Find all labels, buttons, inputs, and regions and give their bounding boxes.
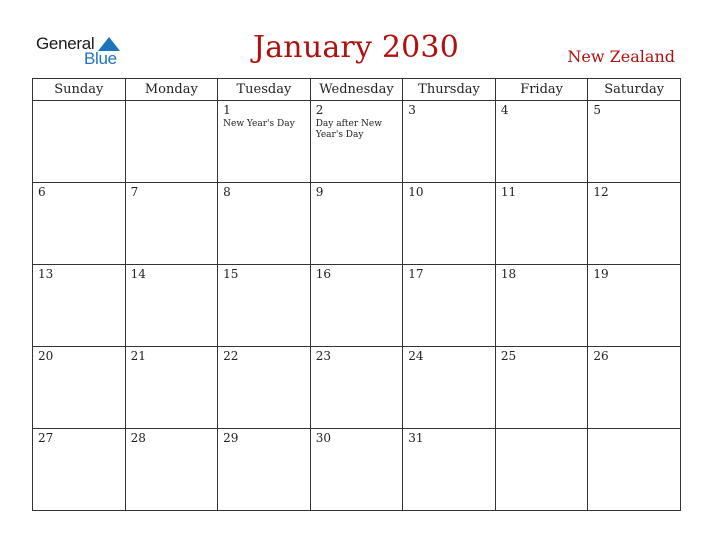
day-cell xyxy=(125,429,218,511)
weekday-header: Friday xyxy=(495,79,588,101)
holiday-label: New Year's Day xyxy=(223,119,295,129)
day-cell xyxy=(495,101,588,183)
day-cell xyxy=(588,101,681,183)
day-cell xyxy=(588,347,681,429)
week-row xyxy=(33,347,681,429)
weekday-header: Tuesday xyxy=(218,79,311,101)
day-cell xyxy=(310,265,403,347)
week-row xyxy=(33,265,681,347)
day-cell xyxy=(310,183,403,265)
day-number: 17 xyxy=(408,267,424,281)
day-cell xyxy=(403,429,496,511)
day-number: 21 xyxy=(130,349,146,363)
day-cell xyxy=(588,429,681,511)
day-number: 20 xyxy=(38,349,54,363)
weekday-header: Wednesday xyxy=(310,79,403,101)
day-number: 14 xyxy=(130,267,146,281)
day-number: 8 xyxy=(223,185,231,199)
day-cell xyxy=(218,429,311,511)
day-cell xyxy=(495,265,588,347)
day-number: 19 xyxy=(593,267,609,281)
day-number: 22 xyxy=(223,349,239,363)
day-number: 16 xyxy=(315,267,331,281)
day-number: 26 xyxy=(593,349,609,363)
day-number: 18 xyxy=(500,267,517,281)
day-cell xyxy=(125,183,218,265)
day-cell xyxy=(218,265,311,347)
day-cell xyxy=(218,101,311,183)
day-number: 5 xyxy=(593,103,602,117)
day-number: 6 xyxy=(38,185,46,199)
page-title: January 2030 xyxy=(252,30,459,65)
holiday-label: Day after New Year's Day xyxy=(315,119,382,140)
day-cell xyxy=(310,429,403,511)
country-label: New Zealand xyxy=(567,47,675,66)
day-cell xyxy=(403,183,496,265)
brand-word-general: General xyxy=(36,34,95,53)
weekday-header: Sunday xyxy=(33,79,126,101)
weekday-header: Saturday xyxy=(588,79,681,101)
day-number: 23 xyxy=(315,349,331,363)
day-cell xyxy=(218,347,311,429)
day-number: 2 xyxy=(315,103,324,117)
day-number: 25 xyxy=(500,349,517,363)
day-cell xyxy=(403,101,496,183)
day-cell xyxy=(33,429,126,511)
week-row xyxy=(33,429,681,511)
day-cell xyxy=(495,183,588,265)
calendar-grid xyxy=(32,78,681,511)
day-cell xyxy=(33,265,126,347)
weekday-header: Monday xyxy=(125,79,218,101)
day-cell xyxy=(588,183,681,265)
day-cell xyxy=(125,265,218,347)
day-cell xyxy=(310,347,403,429)
day-number: 11 xyxy=(500,185,517,199)
day-cell xyxy=(403,347,496,429)
day-cell xyxy=(495,347,588,429)
day-number: 9 xyxy=(315,185,324,199)
day-cell xyxy=(588,265,681,347)
day-number: 7 xyxy=(130,185,139,199)
day-cell xyxy=(33,183,126,265)
day-cell xyxy=(125,101,218,183)
week-row xyxy=(33,183,681,265)
day-number: 24 xyxy=(408,349,424,363)
weekday-header: Thursday xyxy=(403,79,496,101)
day-cell xyxy=(125,347,218,429)
brand-word-blue: Blue xyxy=(84,49,117,68)
day-number: 28 xyxy=(130,431,146,445)
day-number: 1 xyxy=(223,103,231,117)
day-number: 27 xyxy=(38,431,54,445)
weekday-header-row xyxy=(33,79,681,101)
day-cell xyxy=(33,347,126,429)
day-cell xyxy=(403,265,496,347)
day-number: 31 xyxy=(408,431,424,445)
day-number: 4 xyxy=(500,103,509,117)
week-row xyxy=(33,101,681,183)
day-cell xyxy=(495,429,588,511)
day-number: 29 xyxy=(223,431,239,445)
day-number: 15 xyxy=(223,267,239,281)
day-cell xyxy=(218,183,311,265)
day-number: 10 xyxy=(408,185,424,199)
day-number: 3 xyxy=(408,103,416,117)
day-number: 30 xyxy=(315,431,331,445)
day-number: 13 xyxy=(38,267,54,281)
day-cell xyxy=(310,101,403,183)
day-cell xyxy=(33,101,126,183)
day-number: 12 xyxy=(593,185,609,199)
